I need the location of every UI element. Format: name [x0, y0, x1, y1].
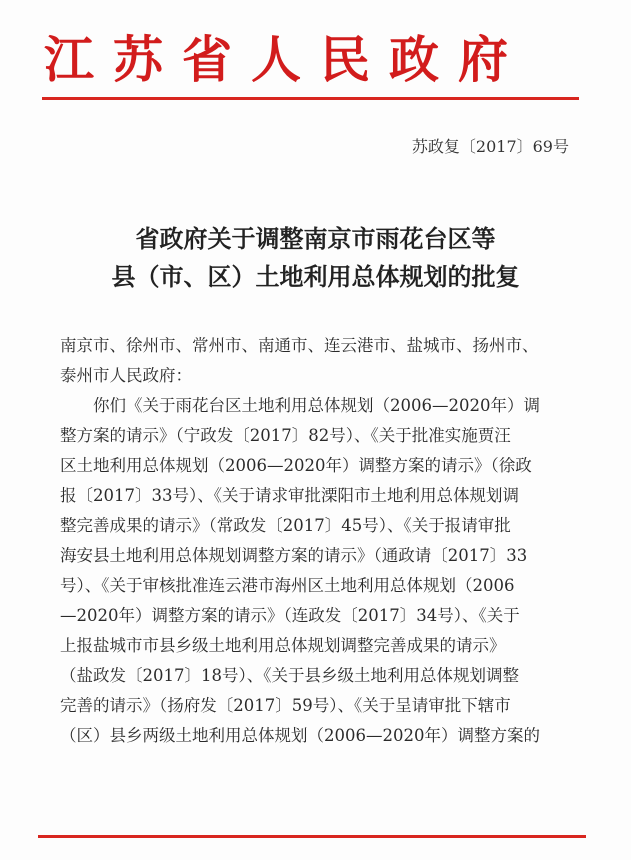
body-line-addressee-2: 泰州市人民政府： — [60, 366, 192, 385]
body-line: 整方案的请示》（宁政发〔2017〕82号）、《关于批准实施贾汪 — [60, 426, 511, 445]
document-title-line-1: 省政府关于调整南京市雨花台区等 — [135, 224, 496, 253]
body-line: 完善的请示》（扬府发〔2017〕59号）、《关于呈请审批下辖市 — [60, 696, 511, 715]
body-line: 整完善成果的请示》（常政发〔2017〕45号）、《关于报请审批 — [60, 516, 511, 535]
body-line: 报〔2017〕33号）、《关于请求审批溧阳市土地利用总体规划调 — [60, 486, 519, 505]
body-line-paragraph-start: 你们《关于雨花台区土地利用总体规划（2006—2020年）调 — [93, 396, 540, 415]
body-line-addressee-1: 南京市、徐州市、常州市、南通市、连云港市、盐城市、扬州市、 — [60, 336, 539, 355]
document-body — [60, 331, 575, 751]
body-line: （盐政发〔2017〕18号）、《关于县乡级土地利用总体规划调整 — [60, 666, 519, 685]
body-line: 区土地利用总体规划（2006—2020年）调整方案的请示》（徐政 — [60, 456, 532, 475]
letterhead-red-rule — [42, 97, 579, 100]
letterhead-title: 江苏省人民政府 — [44, 30, 527, 89]
body-line: 号）、《关于审核批准连云港市海州区土地利用总体规划（2006 — [60, 576, 515, 595]
footer-red-rule — [38, 835, 586, 838]
body-line: 海安县土地利用总体规划调整方案的请示》（通政请〔2017〕33 — [60, 546, 528, 565]
body-line: —2020年）调整方案的请示》（连政发〔2017〕34号）、《关于 — [60, 606, 520, 625]
body-line: 上报盐城市市县乡级土地利用总体规划调整完善成果的请示》 — [60, 636, 506, 655]
document-number: 苏政复〔2017〕69号 — [411, 137, 569, 156]
document-title-line-2: 县（市、区）土地利用总体规划的批复 — [111, 262, 520, 291]
document-title — [0, 220, 631, 296]
body-line: （区）县乡两级土地利用总体规划（2006—2020年）调整方案的 — [60, 726, 540, 745]
